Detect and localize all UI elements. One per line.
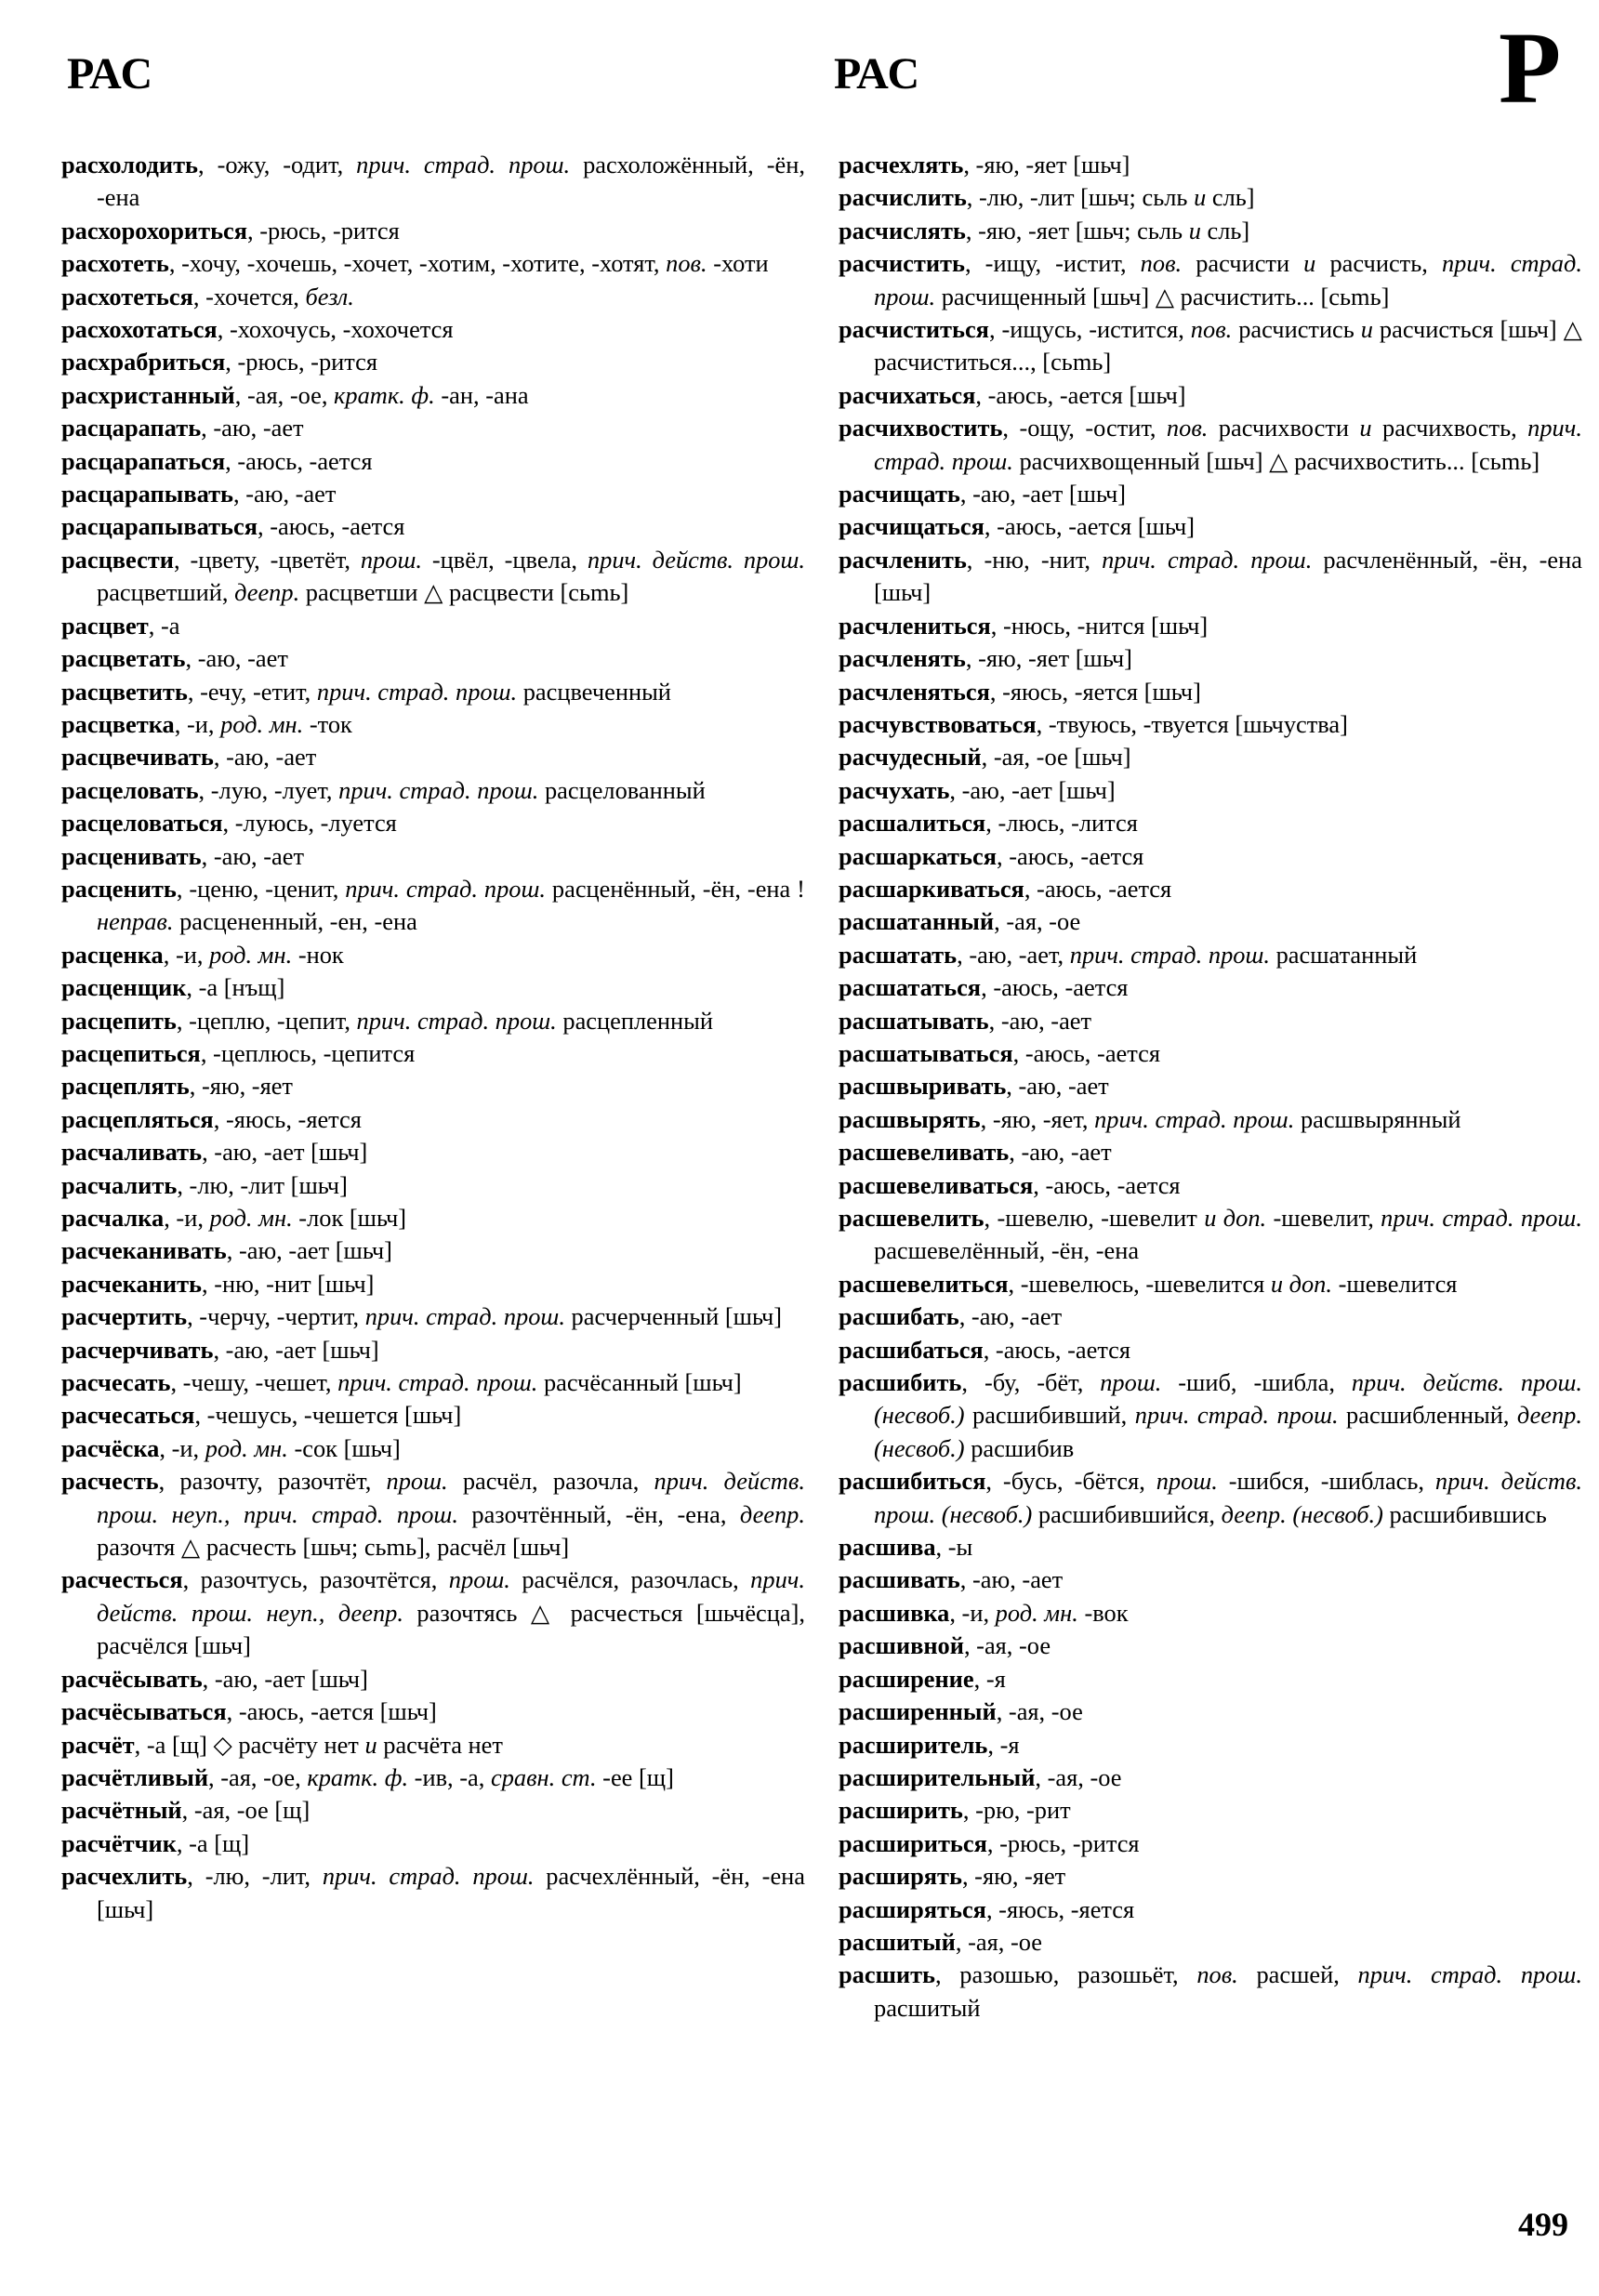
entry-grammar: , -ожу, -одит, прич. страд. прош. расхоложённый, -ён, -ена	[97, 151, 805, 212]
headword: расширение	[839, 1664, 974, 1693]
entry-grammar: , -ценю, -ценит, прич. страд. прош. расценённый, -ён, -ена ! неправ. расцененный, -ен, -ена	[97, 874, 805, 936]
headword: расшибить	[839, 1368, 962, 1397]
dictionary-entry	[839, 1630, 1582, 1662]
headword: расшевелить	[839, 1204, 985, 1232]
entry-grammar: , -ая, -ое	[963, 1631, 1051, 1660]
entry-grammar: , -аюсь, -ается [шьч]	[984, 512, 1196, 541]
entry-grammar: , -рю, -рит	[962, 1796, 1071, 1825]
dictionary-entry	[61, 1103, 805, 1136]
headword: расцепиться	[61, 1038, 201, 1067]
dictionary-entry	[61, 774, 805, 807]
entry-grammar: , -яю, -яет [шьч; cьль и сль]	[965, 216, 1250, 244]
entry-grammar: , -ая, -ое, кратк. ф. -ан, -ана	[234, 380, 529, 409]
dictionary-entry	[61, 1860, 805, 1926]
dictionary-entry	[839, 181, 1582, 214]
headword: расценить	[61, 874, 177, 903]
entry-grammar: , -ая, -ое	[994, 907, 1081, 936]
running-head-left: РАС	[67, 49, 154, 99]
dictionary-entry	[839, 313, 1582, 379]
headword: расширять	[839, 1862, 962, 1891]
entry-grammar: , -ню, -нит [шьч]	[202, 1269, 375, 1298]
headword: расценивать	[61, 841, 202, 870]
dictionary-entry	[839, 774, 1582, 807]
entry-grammar: , -аю, -ает	[988, 1006, 1092, 1035]
entry-grammar: , -аюсь, -ается	[1033, 1170, 1181, 1199]
headword: расчёт	[61, 1730, 135, 1759]
dictionary-entry	[61, 840, 805, 873]
dictionary-entry	[839, 1894, 1582, 1926]
headword: расшивной	[839, 1631, 964, 1660]
entry-grammar: , -цвету, -цветёт, прош. -цвёл, -цвела, прич. действ. прош. расцветший, деепр. расцветши △ расцвести [cьmь]	[97, 545, 805, 607]
entry-grammar: , -и, род. мн. -нок	[163, 940, 344, 969]
dictionary-entry	[61, 610, 805, 642]
headword: расчётливый	[61, 1762, 209, 1791]
headword: расшвырять	[839, 1104, 981, 1133]
dictionary-entry	[839, 1597, 1582, 1630]
headword: расшива	[839, 1533, 936, 1562]
entry-grammar: , -аю, -ает	[201, 841, 305, 870]
entry-grammar: , -лю, -лит [шьч]	[177, 1170, 348, 1199]
dictionary-entry	[839, 1169, 1582, 1202]
entry-grammar: , -лую, -лует, прич. страд. прош. расцелованный	[198, 775, 706, 804]
headword: расцеловать	[61, 775, 199, 804]
headword: расцепить	[61, 1006, 177, 1035]
dictionary-entry	[61, 1729, 805, 1762]
entry-grammar: , -аю, -ает	[201, 414, 304, 442]
page-number: 499	[1518, 2206, 1568, 2243]
headword: расцарапывать	[61, 480, 234, 508]
entry-grammar: , -яю, -яет [шьч]	[963, 151, 1130, 178]
headword: расцеловаться	[61, 809, 223, 838]
dictionary-entry	[61, 1268, 805, 1300]
headword: расчищать	[839, 480, 960, 508]
entry-grammar: , -ищусь, -истится, пов. расчистись и расчисться [шьч] △ расчиститься..., [cьmь]	[874, 315, 1582, 376]
dictionary-entry	[61, 708, 805, 741]
headword: расцепляться	[61, 1104, 214, 1133]
entry-grammar: , -чешу, -чешет, прич. страд. прош. расчёсанный [шьч]	[170, 1368, 742, 1397]
entry-grammar: , -рюсь, -рится	[247, 216, 400, 244]
entry-grammar: , -яю, -яет	[189, 1072, 293, 1101]
entry-grammar: , -бусь, -бётся, прош. -шибся, -шиблась, прич. действ. прош. (несвоб.) расшибившийся, деепр. (несвоб.) расшибившись	[874, 1467, 1582, 1528]
headword: расшевеливать	[839, 1138, 1010, 1167]
dictionary-entry	[839, 215, 1582, 247]
dictionary-entry	[839, 708, 1582, 741]
entry-grammar: , -твуюсь, -твуется [шьчуства]	[1036, 709, 1348, 738]
entry-grammar: , -аю, -ает [шьч]	[949, 775, 1116, 804]
headword: расчехлять	[839, 151, 964, 178]
section-letter: Р	[1499, 11, 1562, 125]
dictionary-entry	[839, 1959, 1582, 2025]
dictionary-entry	[61, 1432, 805, 1465]
dictionary-entry	[839, 1005, 1582, 1037]
dictionary-entry	[61, 510, 805, 543]
entry-grammar: , -а	[148, 611, 180, 640]
dictionary-entry	[839, 939, 1582, 971]
right-column	[839, 149, 1582, 2025]
entry-grammar: , -ая, -ое	[996, 1697, 1083, 1726]
headword: расшатанный	[839, 907, 995, 936]
entry-grammar: , -ая, -ое [шьч]	[981, 743, 1131, 772]
dictionary-entry	[839, 610, 1582, 642]
dictionary-entry	[61, 1037, 805, 1070]
dictionary-entry	[839, 149, 1582, 181]
headword: расшаркиваться	[839, 874, 1024, 903]
entry-grammar: , -а [щ] ◇ расчёту нет и расчёта нет	[134, 1730, 503, 1759]
headword: расчудесный	[839, 743, 982, 772]
headword: расшить	[839, 1960, 935, 1989]
headword: расшатывать	[839, 1006, 989, 1035]
entry-grammar: , -чешусь, -чешется [шьч]	[194, 1401, 462, 1430]
dictionary-entry	[839, 1860, 1582, 1893]
entry-grammar: , -аюсь, -ается	[981, 973, 1129, 1002]
dictionary-entry	[839, 1828, 1582, 1860]
headword: расцветать	[61, 644, 186, 673]
headword: расчехлить	[61, 1862, 188, 1891]
headword: расхотеться	[61, 282, 193, 310]
headword: расцветка	[61, 709, 175, 738]
entry-grammar: , -лю, -лит [шьч; cьль и сль]	[966, 183, 1255, 212]
dictionary-entry	[61, 412, 805, 444]
dictionary-entry	[61, 807, 805, 839]
dictionary-entry	[61, 642, 805, 675]
dictionary-entry	[61, 346, 805, 378]
headword: расхохотаться	[61, 315, 218, 344]
dictionary-entry	[61, 1070, 805, 1102]
entry-grammar: , -а [нъщ]	[186, 973, 285, 1002]
headword: расцарапать	[61, 414, 202, 442]
headword: расхолодить	[61, 151, 198, 178]
dictionary-entry	[839, 741, 1582, 773]
headword: расцарапываться	[61, 512, 258, 541]
dictionary-entry	[61, 1794, 805, 1827]
dictionary-entry	[839, 1531, 1582, 1564]
headword: расчленять	[839, 644, 966, 673]
dictionary-entry	[839, 905, 1582, 938]
entry-grammar: , -рюсь, -рится	[986, 1828, 1140, 1857]
entry-grammar: , -аю, -ает	[185, 644, 288, 673]
dictionary-entry	[61, 1465, 805, 1564]
left-column	[61, 149, 805, 1926]
dictionary-entry	[839, 1103, 1582, 1136]
headword: расчлениться	[839, 611, 991, 640]
dictionary-entry	[839, 1202, 1582, 1268]
headword: расчалить	[61, 1170, 178, 1199]
entry-grammar: , -аю, -ает	[213, 743, 317, 772]
entry-grammar: , -аю, -ает	[1006, 1072, 1109, 1101]
headword: расчленяться	[839, 677, 990, 706]
dictionary-entry	[839, 510, 1582, 543]
headword: расчесть	[61, 1467, 159, 1496]
headword: расчихвостить	[839, 414, 1003, 442]
headword: расчленить	[839, 545, 967, 574]
headword: расчёсываться	[61, 1697, 227, 1726]
entry-grammar: , -аю, -ает [шьч]	[213, 1335, 379, 1364]
entry-grammar: , -луюсь, -луется	[222, 809, 397, 838]
headword: расшириться	[839, 1828, 987, 1857]
entry-grammar: , -аюсь, -ается	[1012, 1038, 1160, 1067]
dictionary-entry	[61, 971, 805, 1004]
headword: расценка	[61, 940, 164, 969]
dictionary-entry	[839, 1762, 1582, 1794]
headword: расшитый	[839, 1927, 956, 1956]
entry-grammar: , -ая, -ое [щ]	[181, 1796, 311, 1825]
entry-grammar: , -аю, -ает	[233, 480, 337, 508]
entry-grammar: , -я	[973, 1664, 1006, 1693]
entry-grammar: , -ы	[935, 1533, 973, 1562]
headword: расчёска	[61, 1433, 160, 1462]
headword: расчерчивать	[61, 1335, 214, 1364]
headword: расширитель	[839, 1730, 988, 1759]
headword: расцеплять	[61, 1072, 190, 1101]
dictionary-entry	[61, 1334, 805, 1366]
entry-grammar: , -аюсь, -ается	[258, 512, 405, 541]
headword: расшалиться	[839, 809, 986, 838]
dictionary-entry	[61, 1399, 805, 1432]
dictionary-entry	[839, 1366, 1582, 1465]
dictionary-entry	[839, 873, 1582, 905]
headword: расшевеливаться	[839, 1170, 1034, 1199]
dictionary-entry	[61, 1366, 805, 1399]
dictionary-entry	[61, 149, 805, 215]
entry-grammar: , -шевелюсь, -шевелится и доп. -шевелится	[1008, 1269, 1458, 1298]
dictionary-entry	[839, 1268, 1582, 1300]
headword: расшибать	[839, 1302, 959, 1331]
headword: расшвыривать	[839, 1072, 1007, 1101]
headword: расхристанный	[61, 380, 235, 409]
dictionary-entry	[839, 412, 1582, 478]
entry-grammar: , -аю, -ает [шьч]	[226, 1236, 392, 1265]
entry-grammar: , -бу, -бёт, прош. -шиб, -шибла, прич. действ. прош. (несвоб.) расшибивший, прич. страд. прош. расшибленный, деепр. (несвоб.) расшибив	[874, 1368, 1582, 1462]
dictionary-entry	[839, 1794, 1582, 1827]
dictionary-entry	[839, 1564, 1582, 1596]
entry-grammar: , -рюсь, -рится	[225, 348, 377, 376]
entry-grammar: , -аю, -ает [шьч]	[202, 1138, 368, 1167]
dictionary-entry	[839, 1663, 1582, 1696]
headword: расчистить	[839, 249, 965, 278]
dictionary-entry	[61, 1136, 805, 1168]
dictionary-entry	[839, 544, 1582, 610]
running-head-right: РАС	[834, 49, 921, 99]
dictionary-entry	[839, 379, 1582, 412]
entry-grammar: , -ощу, -остит, пов. расчихвости и расчихвость, прич. страд. прош. расчихвощенный [шьч] △ расчихвостить... [cьmь]	[874, 414, 1582, 475]
dictionary-entry	[839, 1465, 1582, 1531]
dictionary-entry	[61, 1005, 805, 1037]
entry-grammar: , -яюсь, -яется	[213, 1104, 362, 1133]
dictionary-entry	[61, 1202, 805, 1234]
headword: расшататься	[839, 973, 982, 1002]
dictionary-entry	[839, 1696, 1582, 1728]
entry-grammar: , разочту, разочтёт, прош. расчёл, разочла, прич. действ. прош. неуп., прич. страд. прош. разочтённый, -ён, -ена, деепр. разочтя △ расчесть [шьч; cьmь], расчёл [шьч]	[97, 1467, 805, 1562]
headword: расчесться	[61, 1565, 183, 1594]
dictionary-entry	[839, 1334, 1582, 1366]
headword: расхрабриться	[61, 348, 226, 376]
headword: расхотеть	[61, 249, 169, 278]
entry-grammar: , -ечу, -етит, прич. страд. прош. расцвеченный	[187, 677, 671, 706]
headword: расцветить	[61, 677, 188, 706]
entry-grammar: , -черчу, -чертит, прич. страд. прош. расчерченный [шьч]	[187, 1302, 783, 1331]
dictionary-entry	[839, 1070, 1582, 1102]
dictionary-entry	[61, 676, 805, 708]
dictionary-entry	[61, 215, 805, 247]
entry-grammar: , -яю, -яет, прич. страд. прош. расшвырянный	[980, 1104, 1461, 1133]
entry-grammar: , -аю, -ает	[959, 1565, 1064, 1594]
dictionary-entry	[839, 807, 1582, 839]
headword: расшибаться	[839, 1335, 984, 1364]
dictionary-entry	[61, 1300, 805, 1333]
entry-grammar: , -и, род. мн. -вок	[949, 1598, 1129, 1627]
headword: расчеканивать	[61, 1236, 227, 1265]
dictionary-entry	[61, 1828, 805, 1860]
headword: расценщик	[61, 973, 187, 1002]
entry-grammar: , -ая, -ое	[1035, 1762, 1122, 1791]
entry-grammar: , -а [щ]	[176, 1828, 250, 1857]
entry-grammar: , -аюсь, -ается [шьч]	[975, 380, 1186, 409]
headword: расширенный	[839, 1697, 997, 1726]
headword: расчертить	[61, 1302, 188, 1331]
dictionary-entry	[61, 445, 805, 478]
dictionary-entry	[61, 1234, 805, 1267]
entry-grammar: , -ищу, -истит, пов. расчисти и расчисть, прич. страд. прош. расчищенный [шьч] △ расчистить... [cьmь]	[874, 249, 1582, 310]
headword: расшатать	[839, 940, 958, 969]
headword: расчесать	[61, 1368, 171, 1397]
dictionary-entry	[61, 741, 805, 773]
headword: расхорохориться	[61, 216, 248, 244]
headword: расчалка	[61, 1204, 165, 1232]
headword: расшаркаться	[839, 841, 997, 870]
dictionary-entry	[61, 1762, 805, 1794]
entry-grammar: , -аюсь, -ается	[996, 841, 1144, 870]
entry-grammar: , -нюсь, -нится [шьч]	[990, 611, 1209, 640]
headword: расчаливать	[61, 1138, 203, 1167]
headword: расчухать	[839, 775, 950, 804]
headword: расшатываться	[839, 1038, 1013, 1067]
dictionary-entry	[839, 1729, 1582, 1762]
entry-grammar: , -аюсь, -ается	[1024, 874, 1172, 903]
entry-grammar: , -хочу, -хочешь, -хочет, -хотим, -хотите, -хотят, пов. -хоти	[168, 249, 769, 278]
headword: расчётчик	[61, 1828, 177, 1857]
dictionary-entry	[839, 676, 1582, 708]
entry-grammar: , -аюсь, -ается [шьч]	[226, 1697, 437, 1726]
dictionary-entry	[839, 1037, 1582, 1070]
headword: расцвечивать	[61, 743, 214, 772]
dictionary-entry	[839, 247, 1582, 313]
entry-grammar: , -хохочусь, -хохочется	[217, 315, 454, 344]
headword: расчиститься	[839, 315, 989, 344]
dictionary-entry	[839, 1136, 1582, 1168]
dictionary-entry	[839, 642, 1582, 675]
dictionary-entry	[839, 478, 1582, 510]
headword: расчёсывать	[61, 1664, 203, 1693]
dictionary-entry	[839, 840, 1582, 873]
headword: расчувствоваться	[839, 709, 1037, 738]
headword: расшибиться	[839, 1467, 986, 1496]
dictionary-entry	[61, 1663, 805, 1696]
headword: расчесаться	[61, 1401, 195, 1430]
headword: расцвести	[61, 545, 174, 574]
dictionary-entry	[839, 1926, 1582, 1959]
headword: расцарапаться	[61, 446, 226, 475]
headword: расцвет	[61, 611, 149, 640]
headword: расшивать	[839, 1565, 960, 1594]
entry-grammar: , разошью, разошьёт, пов. расшей, прич. страд. прош. расшитый	[874, 1960, 1582, 2022]
entry-grammar: , -аю, -ает	[958, 1302, 1063, 1331]
entry-grammar: , -аюсь, -ается	[225, 446, 373, 475]
headword: расшевелиться	[839, 1269, 1009, 1298]
entry-grammar: , -ая, -ое	[955, 1927, 1042, 1956]
entry-grammar: , -яю, -яет [шьч]	[965, 644, 1132, 673]
entry-grammar: , -аю, -ает [шьч]	[202, 1664, 368, 1693]
dictionary-entry	[839, 1300, 1582, 1333]
dictionary-entry	[61, 1169, 805, 1202]
dictionary-entry	[61, 379, 805, 412]
dictionary-entry	[61, 247, 805, 280]
entry-grammar: , разочтусь, разочтётся, прош. расчёлся, разочлась, прич. действ. прош. неуп., деепр. разочтясь △ расчесться [шьчёсца], расчёлся [шьч]	[97, 1565, 805, 1660]
entry-grammar: , -яю, -яет	[961, 1862, 1066, 1891]
dictionary-entry	[61, 544, 805, 610]
entry-grammar: , -хочется, безл.	[192, 282, 354, 310]
headword: расчихаться	[839, 380, 976, 409]
headword: расширительный	[839, 1762, 1036, 1791]
dictionary-entry	[61, 313, 805, 346]
dictionary-entry	[61, 1696, 805, 1728]
dictionary-entry	[61, 281, 805, 313]
entry-grammar: , -лю, -лит, прич. страд. прош. расчехлённый, -ён, -ена [шьч]	[97, 1862, 805, 1923]
entry-grammar: , -ая, -ое, кратк. ф. -ив, -а, сравн. ст. -ее [щ]	[208, 1762, 674, 1791]
entry-grammar: , -и, род. мн. -ток	[174, 709, 352, 738]
entry-grammar: , -аю, -ает, прич. страд. прош. расшатанный	[957, 940, 1418, 969]
dictionary-entry	[61, 478, 805, 510]
headword: расчётный	[61, 1796, 182, 1825]
headword: расчеканить	[61, 1269, 202, 1298]
entry-grammar: , -ню, -нит, прич. страд. прош. расчленённый, -ён, -ена [шьч]	[874, 545, 1582, 607]
headword: расчислять	[839, 216, 966, 244]
entry-grammar: , -яюсь, -яется	[985, 1894, 1135, 1923]
headword: расширить	[839, 1796, 963, 1825]
entry-grammar: , -цеплю, -цепит, прич. страд. прош. расцепленный	[176, 1006, 713, 1035]
dictionary-entry	[61, 939, 805, 971]
entry-grammar: , -аю, -ает	[1009, 1138, 1112, 1167]
entry-grammar: , -аюсь, -ается	[983, 1335, 1131, 1364]
entry-grammar: , -шевелю, -шевелит и доп. -шевелит, прич. страд. прош. расшевелённый, -ён, -ена	[874, 1204, 1582, 1265]
entry-grammar: , -яюсь, -яется [шьч]	[989, 677, 1201, 706]
entry-grammar: , -цеплюсь, -цепится	[200, 1038, 416, 1067]
headword: расшивка	[839, 1598, 950, 1627]
entry-grammar: , -я	[987, 1730, 1020, 1759]
dictionary-entry	[61, 1564, 805, 1662]
entry-grammar: , -аю, -ает [шьч]	[959, 480, 1127, 508]
dictionary-entry	[61, 873, 805, 939]
headword: расчищаться	[839, 512, 985, 541]
headword: расчислить	[839, 183, 967, 212]
entry-grammar: , -и, род. мн. -сок [шьч]	[159, 1433, 401, 1462]
headword: расширяться	[839, 1894, 986, 1923]
entry-grammar: , -люсь, -лится	[985, 809, 1138, 838]
dictionary-entry	[839, 971, 1582, 1004]
entry-grammar: , -и, род. мн. -лок [шьч]	[164, 1204, 407, 1232]
